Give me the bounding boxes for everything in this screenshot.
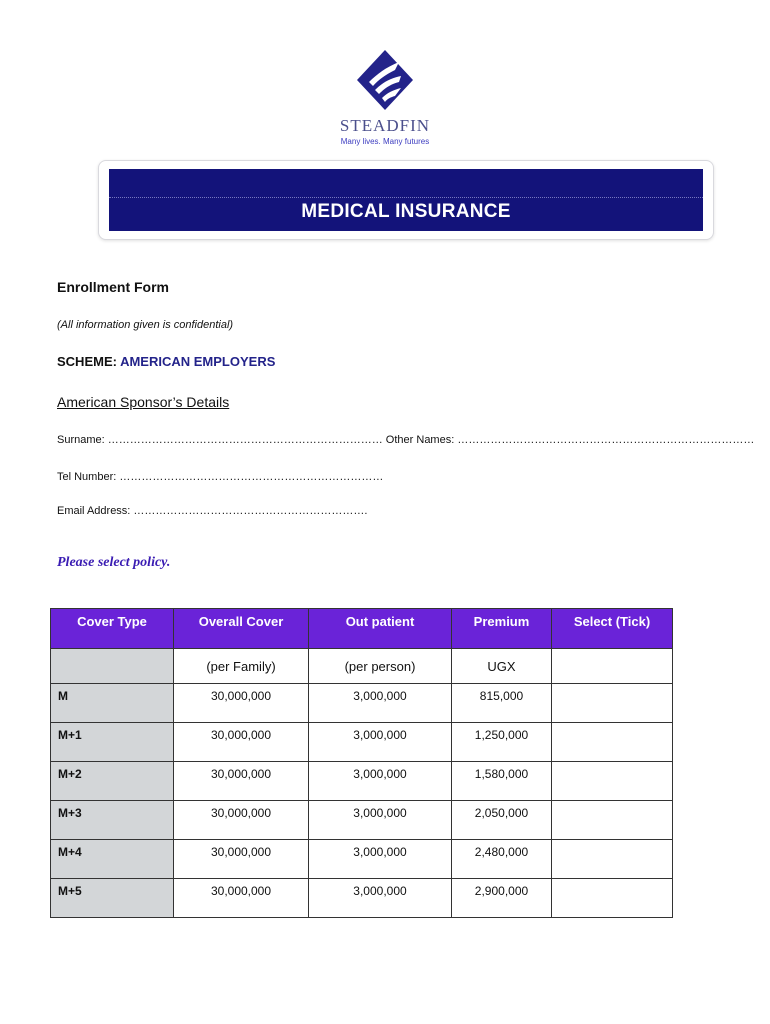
scheme-label: SCHEME: [57,354,117,369]
table-row [51,879,673,918]
select-tick-cell[interactable] [552,801,673,840]
premium-cell: 1,580,000 [452,762,552,801]
premium-cell: 2,900,000 [452,879,552,918]
header-premium: Premium [452,609,552,649]
premium-cell: 2,050,000 [452,801,552,840]
cover-type-cell: M+1 [51,723,174,762]
header-overall-cover: Overall Cover [174,609,309,649]
email-address-field[interactable]: Email Address: ………………………………………………………. [57,505,368,517]
surname-other-names-field[interactable]: Surname: ………………………………………………………………… Other Names: ……………………………………………………………………… [57,434,755,446]
select-tick-cell[interactable] [552,879,673,918]
overall-cover-cell: 30,000,000 [174,801,309,840]
subheader-cell: (per Family) [174,649,309,684]
out-patient-cell: 3,000,000 [309,801,452,840]
brand-name: STEADFIN [339,116,431,135]
table-row [51,840,673,879]
sponsor-section-title: American Sponsor’s Details [57,394,230,410]
out-patient-cell: 3,000,000 [309,684,452,723]
overall-cover-cell: 30,000,000 [174,840,309,879]
cover-type-cell: M+5 [51,879,174,918]
select-tick-cell[interactable] [552,840,673,879]
overall-cover-cell: 30,000,000 [174,762,309,801]
out-patient-cell: 3,000,000 [309,879,452,918]
form-heading: Enrollment Form [57,279,170,295]
subheader-cell [51,649,174,684]
out-patient-cell: 3,000,000 [309,840,452,879]
tel-number-field[interactable]: Tel Number: ……………………………………………………………… [57,471,384,483]
table-subheader-row [51,649,673,684]
table-row [51,723,673,762]
select-tick-cell[interactable] [552,684,673,723]
table-row [51,684,673,723]
confidential-note: (All information given is confidential) [57,319,234,331]
brand-tagline: Many lives. Many futures [340,137,430,146]
header-select: Select (Tick) [552,609,673,649]
cover-type-cell: M+4 [51,840,174,879]
out-patient-cell: 3,000,000 [309,762,452,801]
table-row [51,801,673,840]
header-out-patient: Out patient [309,609,452,649]
overall-cover-cell: 30,000,000 [174,879,309,918]
subheader-cell: UGX [452,649,552,684]
policy-table [50,608,673,918]
premium-cell: 2,480,000 [452,840,552,879]
policy-prompt: Please select policy. [57,555,171,570]
select-tick-cell[interactable] [552,723,673,762]
select-tick-cell[interactable] [552,762,673,801]
cover-type-cell: M+3 [51,801,174,840]
premium-cell: 1,250,000 [452,723,552,762]
title-banner [109,169,703,231]
table-header-row [51,609,673,649]
cover-type-cell: M [51,684,174,723]
title-banner-frame [98,160,714,240]
table-row [51,762,673,801]
premium-cell: 815,000 [452,684,552,723]
cover-type-cell: M+2 [51,762,174,801]
scheme-line [57,354,275,369]
subheader-cell [552,649,673,684]
banner-title: MEDICAL INSURANCE [301,201,511,222]
subheader-cell: (per person) [309,649,452,684]
header-cover-type: Cover Type [51,609,174,649]
overall-cover-cell: 30,000,000 [174,723,309,762]
banner-divider [109,197,703,198]
out-patient-cell: 3,000,000 [309,723,452,762]
brand-logo [0,48,770,146]
overall-cover-cell: 30,000,000 [174,684,309,723]
scheme-value: AMERICAN EMPLOYERS [120,354,276,369]
steadfin-diamond-icon [355,48,415,112]
